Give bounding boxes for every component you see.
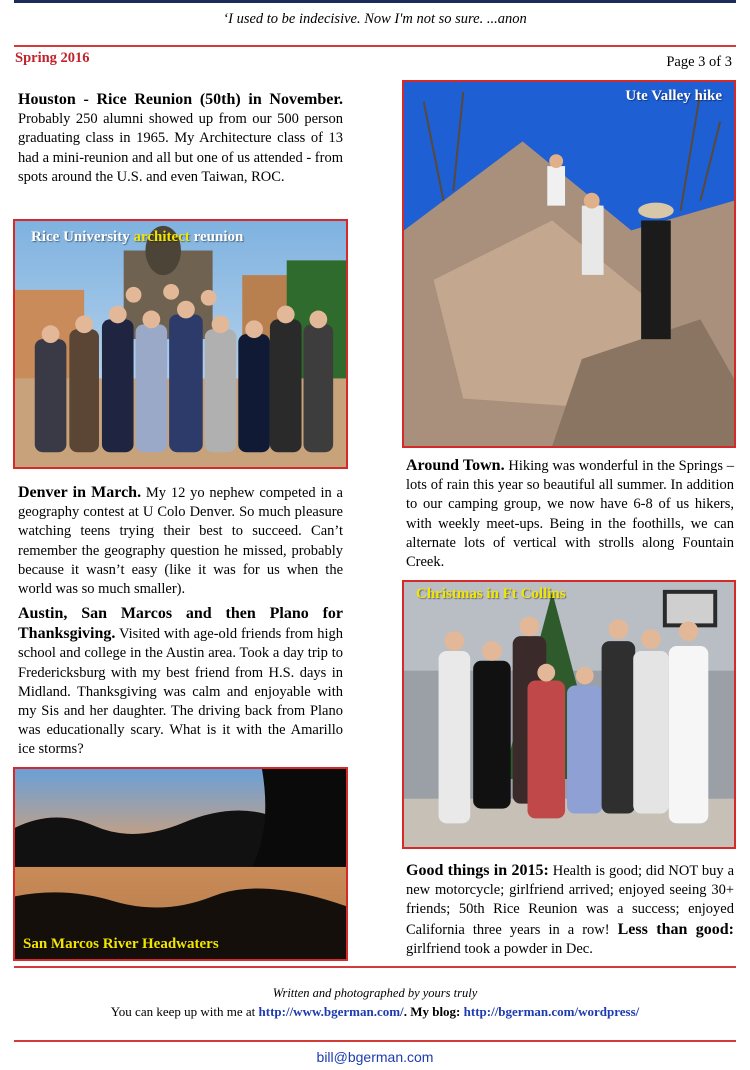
good-things-body: Health is good; did NOT buy a new motorcycle; girlfriend arrived; enjoyed seeing 30+ friends; 50th Rice Reunion was a success; enjoyed California three years in a row! [406, 863, 735, 938]
caption-part-white: Rice University [31, 229, 134, 245]
houston-section [18, 90, 343, 193]
footer-divider-top [14, 966, 736, 968]
san-marcos-caption: San Marcos River Headwaters [23, 936, 219, 952]
austin-title: Austin, San Marcos and then Plano for Thanksgiving. [18, 605, 343, 643]
issue-season: Spring 2016 [15, 50, 90, 66]
rice-reunion-photo [13, 219, 348, 469]
christmas-photo [402, 580, 736, 849]
san-marcos-photo [13, 767, 348, 961]
houston-body: Probably 250 alumni showed up from our 500 person graduating class in 1965. My Architecture class of 13 had a mini-reunion and all but one of us attended - from spots around the U.S. and even Taiwan, ROC. [18, 111, 343, 185]
email-link[interactable]: bill@bgerman.com [316, 1049, 434, 1065]
footer-credit: Written and photographed by yours truly [272, 986, 478, 1000]
ute-valley-image [404, 82, 734, 446]
rice-reunion-caption [31, 229, 243, 246]
page-number: Page 3 of 3 [666, 54, 732, 70]
good-things-section [406, 861, 734, 965]
footer-divider-bottom [14, 1040, 736, 1042]
austin-body: Visited with age-old friends from high school and college in the Austin area. Took a day trip to Fredericksburg with my best friend from H.S. days in Midland. Thanksgiving was calm and enjoyable with my Sis and her daughter. The driving back from Plano was educationally scary. What is it with the Amarillo ice storms? [18, 626, 343, 758]
blog-label: . My blog: [403, 1004, 464, 1019]
website-link[interactable]: http://www.bgerman.com/ [258, 1004, 404, 1019]
san-marcos-image [15, 769, 346, 959]
houston-title: Houston - Rice Reunion (50th) in November. [18, 91, 343, 108]
caption-part-yellow: architect [133, 229, 194, 245]
denver-body: My 12 yo nephew competed in a geography contest at U Colo Denver. So much pleasure watching teens trying their best to succeed. Can’t remember the geography question he missed, probably because it wasn’t easy (like it was for us when the world was so much smaller). [18, 485, 343, 598]
header-quote: ‘I used to be indecisive. Now I'm not so sure. ...anon [223, 11, 527, 27]
top-rule [14, 0, 736, 3]
keep-up-text: You can keep up with me at [110, 1004, 259, 1019]
ute-valley-photo [402, 80, 736, 448]
denver-title: Denver in March. [18, 484, 142, 501]
less-than-good-title: Less than good: [617, 920, 735, 938]
ute-valley-caption: Ute Valley hike [625, 88, 722, 104]
around-town-section [406, 456, 734, 578]
rice-reunion-image [15, 221, 346, 467]
blog-link[interactable]: http://bgerman.com/wordpress/ [463, 1004, 640, 1019]
footer-links [0, 1004, 750, 1020]
christmas-caption: Christmas in Ft Collins [416, 586, 566, 602]
around-town-title: Around Town. [406, 457, 505, 474]
around-town-body: Hiking was wonderful in the Springs – lots of rain this year so beautiful all summer. In addition to our camping group, we now have 6-8 of us hikers, with weekly meet-ups. Being in the foothills, we can alternate lots of vertical with strolls along Fountain Creek. [406, 458, 735, 571]
caption-part-white-2: reunion [193, 229, 244, 245]
denver-section [18, 483, 343, 605]
good-things-title: Good things in 2015: [406, 862, 549, 879]
less-than-good-body: girlfriend took a powder in Dec. [406, 940, 593, 957]
austin-section [18, 604, 343, 766]
header-divider [14, 45, 736, 47]
christmas-image [404, 582, 734, 847]
